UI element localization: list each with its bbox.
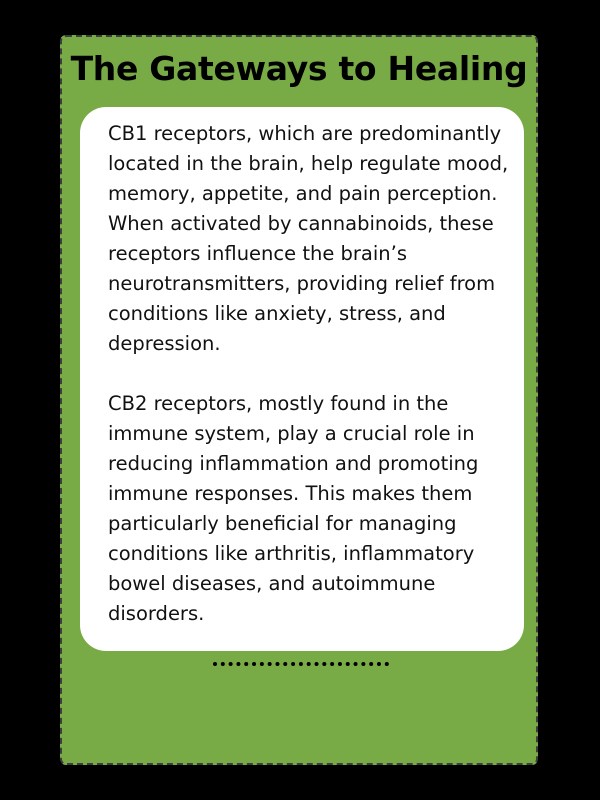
info-card bbox=[60, 35, 538, 765]
dotted-divider bbox=[213, 662, 389, 666]
paragraph-cb2: CB2 receptors, mostly found in the immune system, play a crucial role in reducing inflammation and promoting immune responses. This makes them particularly beneficial for managing conditions like arthritis, inflammatory bowel diseases, and autoimmune disorders. bbox=[108, 392, 479, 625]
card-title: The Gateways to Healing bbox=[70, 49, 528, 88]
text-panel bbox=[80, 107, 524, 651]
paragraph-cb1: CB1 receptors, which are predominantly located in the brain, help regulate mood, memory, appetite, and pain perception. When activated by cannabinoids, these receptors influence the brain’s neurotransmitters, providing relief from conditions like anxiety, stress, and depression. bbox=[108, 122, 509, 355]
